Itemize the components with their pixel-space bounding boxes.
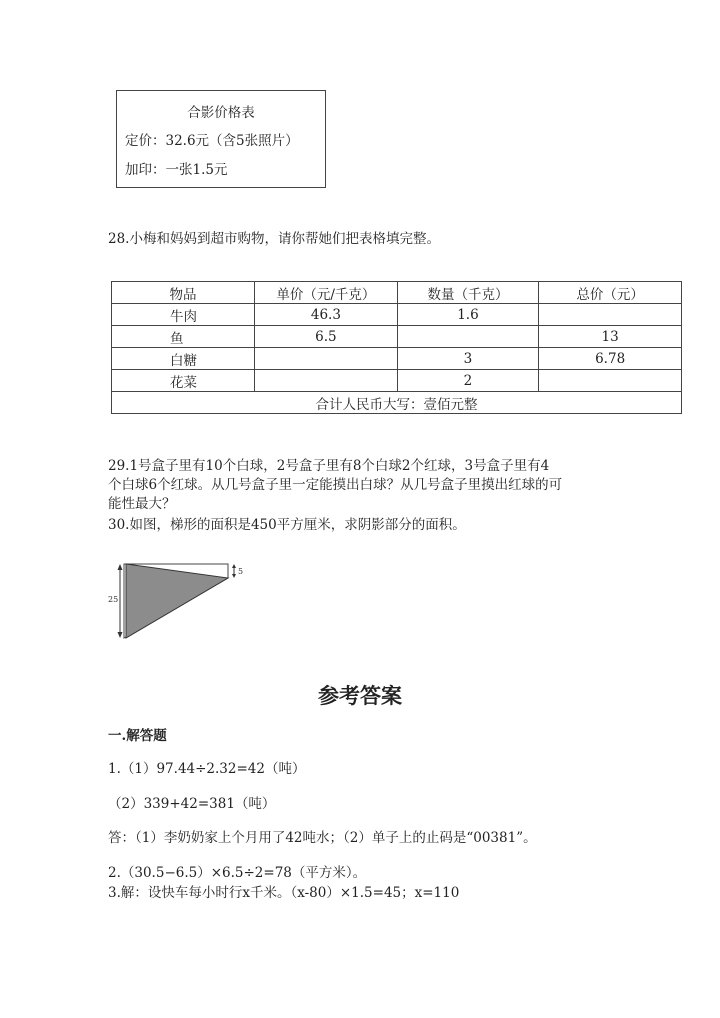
- answer-1-conclusion: 答：（1）李奶奶家上个月用了42吨水；（2）单子上的止码是“00381”。: [108, 830, 537, 846]
- table-cell: [539, 370, 682, 392]
- answer-2: 2.（30.5−6.5）×6.5÷2=78（平方米）。: [108, 865, 367, 881]
- question-28: 28.小梅和妈妈到超市购物，请你帮她们把表格填完整。: [108, 231, 440, 247]
- table-cell: 1.6: [397, 304, 539, 326]
- table-cell: 13: [539, 326, 682, 348]
- answer-3: 3.解：设快车每小时行x千米。（x-80）×1.5=45；x=110: [108, 885, 460, 901]
- table-cell: [255, 370, 398, 392]
- table-cell: [255, 348, 398, 370]
- height-arrow-top: [118, 564, 123, 570]
- header-cell: 单价（元/千克）: [255, 282, 398, 304]
- answers-section-heading: 一.解答题: [108, 728, 167, 744]
- answer-1-part2: （2）339+42=381（吨）: [108, 796, 276, 812]
- question-29-line1: 29.1号盒子里有10个白球，2号盒子里有8个白球2个红球，3号盒子里有4: [108, 458, 550, 474]
- header-cell: 数量（千克）: [397, 282, 539, 304]
- price-line-fixed: 定价：32.6元（含5张照片）: [125, 133, 299, 149]
- table-row: [112, 348, 682, 370]
- table-total-row: [112, 392, 682, 414]
- top-arrow-bottom: [232, 574, 236, 578]
- label-top: 5: [238, 567, 244, 576]
- item-cell: 鱼: [112, 326, 255, 348]
- shaded-triangle: [126, 564, 228, 638]
- top-arrow-top: [232, 564, 236, 568]
- total-cell: 合计人民币大写：壹佰元整: [112, 392, 682, 414]
- table-cell: [397, 326, 539, 348]
- header-cell: 总价（元）: [539, 282, 682, 304]
- table-cell: 46.3: [255, 304, 398, 326]
- item-cell: 花菜: [112, 370, 255, 392]
- table-cell: 2: [397, 370, 539, 392]
- question-29-line2: 个白球6个红球。从几号盒子里一定能摸出白球？从几号盒子里摸出红球的可: [108, 477, 563, 493]
- table-row: [112, 304, 682, 326]
- item-cell: 牛肉: [112, 304, 255, 326]
- table-cell: 3: [397, 348, 539, 370]
- table-row: [112, 326, 682, 348]
- label-height: 25: [108, 595, 119, 604]
- trapezoid-figure: [104, 558, 244, 642]
- price-line-extra: 加印：一张1.5元: [125, 162, 228, 178]
- question-30: 30.如图，梯形的面积是450平方厘米，求阴影部分的面积。: [108, 517, 466, 533]
- table-cell: 6.78: [539, 348, 682, 370]
- shopping-table: [111, 281, 682, 414]
- height-arrow-bottom: [118, 632, 123, 638]
- answer-1-part1: 1.（1）97.44÷2.32=42（吨）: [108, 761, 306, 777]
- table-row: [112, 370, 682, 392]
- table-cell: [539, 304, 682, 326]
- header-cell: 物品: [112, 282, 255, 304]
- table-header-row: [112, 282, 682, 304]
- answers-title: 参考答案: [318, 683, 402, 708]
- price-table-box: [116, 90, 326, 188]
- item-cell: 白糖: [112, 348, 255, 370]
- question-29-line3: 能性最大？: [108, 496, 176, 512]
- table-cell: 6.5: [255, 326, 398, 348]
- price-table-title: 合影价格表: [187, 105, 255, 121]
